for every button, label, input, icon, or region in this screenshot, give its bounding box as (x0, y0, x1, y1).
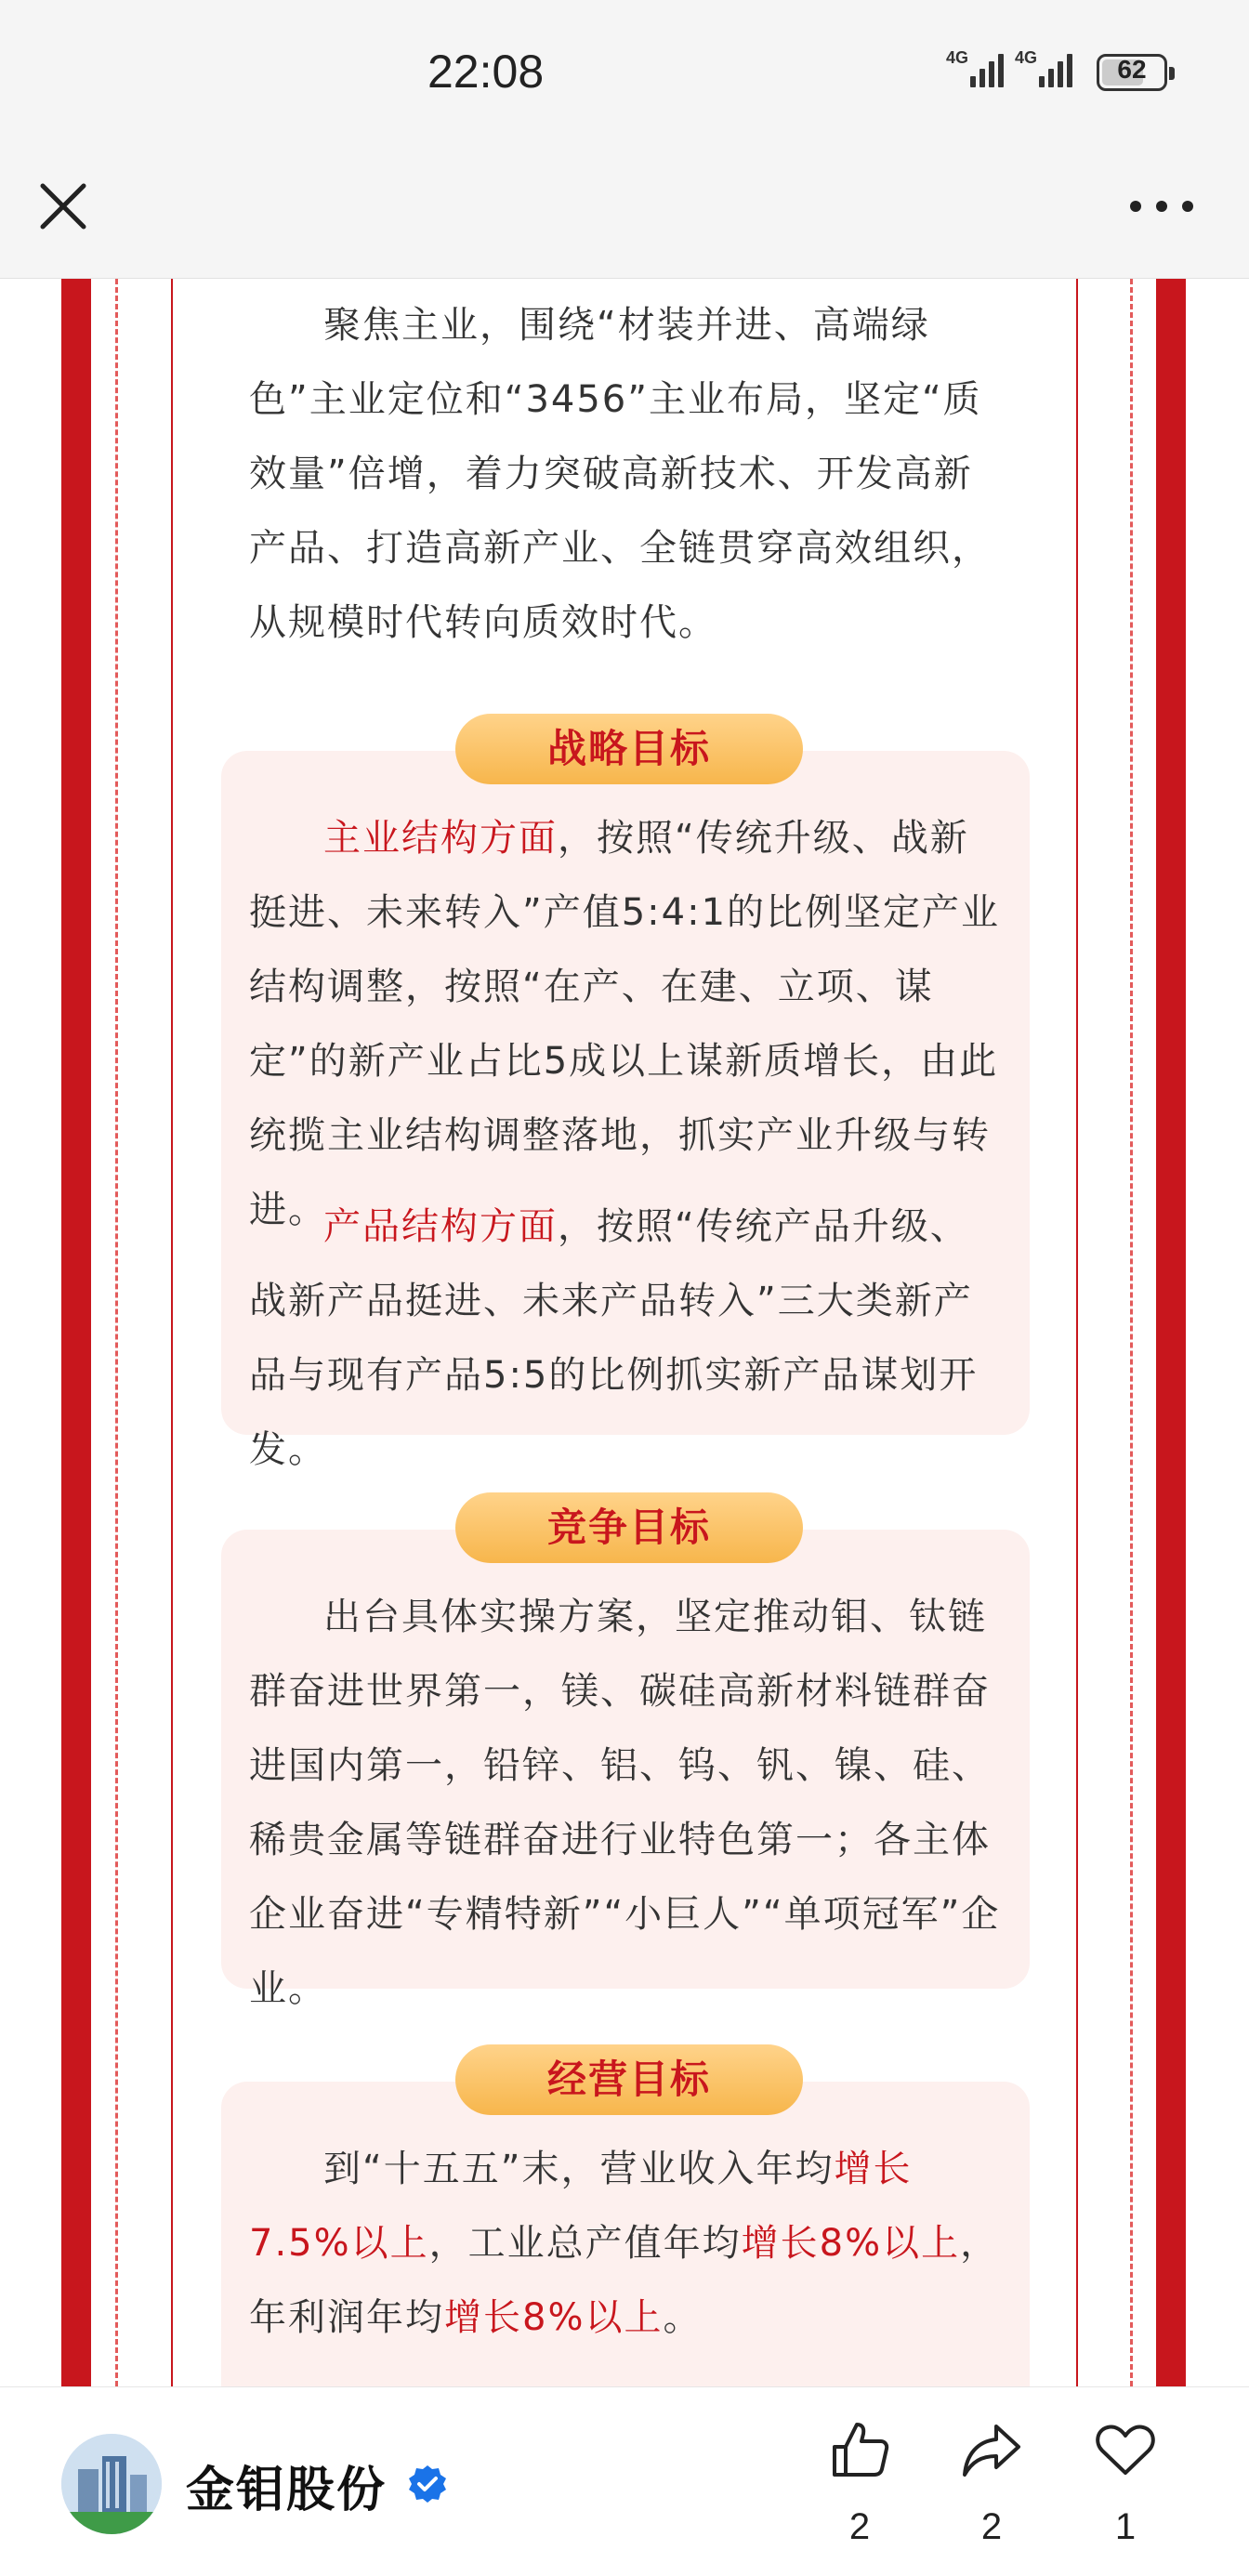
output-growth-highlight: 增长8%以上 (741, 2222, 961, 2265)
verified-badge-icon (407, 2464, 448, 2504)
like-button[interactable] (818, 2417, 901, 2548)
frame-dashed-line-right (1130, 279, 1133, 2386)
bottom-action-bar (0, 2386, 1249, 2576)
share-arrow-icon (959, 2417, 1024, 2482)
battery-icon (1097, 54, 1167, 91)
share-button[interactable] (950, 2417, 1033, 2548)
strategy-highlight-2: 产品结构方面 (323, 1205, 558, 1248)
more-icon-dot (1182, 201, 1193, 212)
operation-paragraph: 到“十五五”末，营业收入年均增长7.5%以上，工业总产值年均增长8%以上，年利润年均增长8%以上。 (249, 2148, 1000, 2339)
competition-title: 竞争目标 (455, 1492, 803, 1563)
share-count: 2 (980, 2506, 1003, 2547)
heart-icon (1093, 2417, 1158, 2482)
frame-line-right (1076, 279, 1078, 2386)
operation-title: 经营目标 (455, 2044, 803, 2115)
frame-dashed-line-left (115, 279, 118, 2386)
intro-paragraph: 聚焦主业，围绕“材装并进、高端绿色”主业定位和“3456”主业布局，坚定“质效量”倍增，着力突破高新技术、开发高新产品、打造高新产业、全链贯穿高效组织，从规模时代转向质效时代。 (249, 304, 991, 644)
article-content[interactable] (0, 279, 1249, 2386)
frame-red-bar-left (61, 279, 91, 2386)
close-icon (33, 177, 93, 236)
strategy-title: 战略目标 (455, 714, 803, 784)
frame-red-bar-right (1156, 279, 1186, 2386)
favorite-button[interactable] (1084, 2417, 1167, 2548)
more-icon-dot (1156, 201, 1167, 212)
strategy-highlight-1: 主业结构方面 (323, 817, 558, 860)
account-avatar[interactable] (61, 2434, 162, 2534)
competition-paragraph: 出台具体实操方案，坚定推动钼、钛链群奋进世界第一，镁、碳硅高新材料链群奋进国内第一，铅锌、铝、钨、钒、镍、硅、稀贵金属等链群奋进行业特色第一；各主体企业奋进“专精特新”“小巨人”“单项冠军”企业。 (249, 1596, 1001, 2010)
strategy-paragraph-1: 主业结构方面，按照“传统升级、战新挺进、未来转入”产值5:4:1的比例坚定产业结构调整，按照“在产、在建、立项、谋定”的新产业占比5成以上谋新质增长，由此统揽主业结构调整落地，抓实产业升级与转进。 (249, 817, 1001, 1231)
profit-growth-highlight: 增长8%以上 (444, 2296, 664, 2339)
more-icon-dot (1130, 201, 1141, 212)
strategy-paragraph-2: 产品结构方面，按照“传统产品升级、战新产品挺进、未来产品转入”三大类新产品与现有产品5:5的比例抓实新产品谋划开发。 (249, 1205, 979, 1471)
nav-bar (0, 139, 1249, 279)
like-count: 2 (848, 2506, 871, 2547)
more-options-button[interactable] (1124, 177, 1199, 236)
favorite-count: 1 (1114, 2506, 1137, 2547)
status-time: 22:08 (427, 46, 545, 98)
close-button[interactable] (33, 177, 93, 236)
battery-level: 62 (1117, 55, 1147, 84)
frame-line-left (171, 279, 173, 2386)
account-name[interactable]: 金钼股份 (186, 2463, 388, 2518)
status-bar: 22:08 4G 4G 62 (0, 0, 1249, 139)
thumbs-up-icon (827, 2417, 892, 2482)
revenue-growth-highlight: 增长7.5%以上 (249, 2148, 913, 2265)
building-logo-icon (61, 2434, 162, 2534)
